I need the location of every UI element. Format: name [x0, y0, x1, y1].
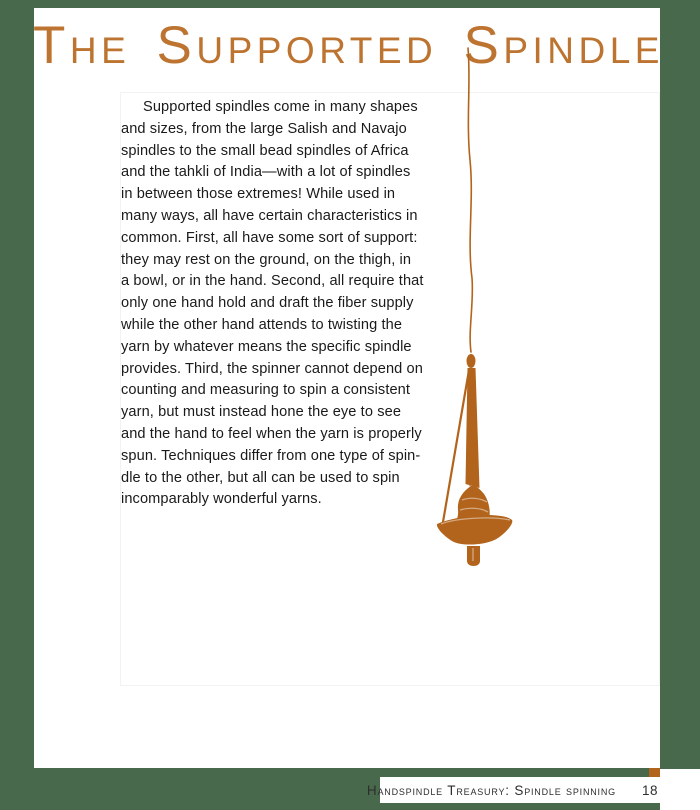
text-line: yarn by whatever means the specific spindle: [121, 338, 412, 355]
text-line: incomparably wonderful yarns.: [121, 491, 322, 508]
frame-left-strip: [0, 0, 34, 810]
supported-spindle-illustration: [425, 40, 525, 570]
text-line: many ways, all have certain characteristics in: [121, 207, 418, 224]
text-line: Supported spindles come in many shapes: [143, 99, 418, 115]
text-line: and the tahkli of India—with a lot of spindles: [121, 164, 411, 181]
spindle-knob: [467, 354, 476, 368]
text-line: common. First, all have some sort of support:: [121, 229, 418, 246]
footer-page-number: 18: [641, 782, 658, 798]
text-line: yarn, but must instead hone the eye to see: [121, 404, 402, 421]
spindle-whorl: [437, 515, 512, 545]
chapter-title: The Supported Spindle: [33, 16, 664, 75]
text-line: in between those extremes! While used in: [121, 186, 396, 203]
text-line: a bowl, or in the hand. Second, all require that: [121, 273, 424, 290]
body-paragraph: [121, 97, 424, 511]
yarn-thread: [468, 48, 472, 352]
footer-book-title: Handspindle Treasury: Spindle spinning: [366, 782, 616, 798]
frame-top-strip: [0, 0, 700, 8]
text-line: counting and measuring to spin a consistent: [121, 382, 411, 399]
footer-band-orange-tip: [649, 768, 660, 777]
text-line: spindles to the small bead spindles of Africa: [121, 142, 409, 159]
text-line: dle to the other, but all can be used to spin: [121, 469, 400, 486]
footer: [366, 777, 658, 803]
text-line: while the other hand attends to twisting the: [121, 316, 403, 333]
text-line: provides. Third, the spinner cannot depend on: [121, 360, 423, 377]
frame-right-strip: [660, 0, 700, 769]
text-line: only one hand hold and draft the fiber supply: [121, 295, 414, 312]
text-line: spun. Techniques differ from one type of spin-: [121, 447, 421, 464]
text-line: and sizes, from the large Salish and Navajo: [121, 120, 407, 137]
text-line: and the hand to feel when the yarn is properly: [121, 425, 422, 442]
spindle-shaft: [466, 368, 480, 488]
text-line: they may rest on the ground, on the thigh, in: [121, 251, 412, 268]
